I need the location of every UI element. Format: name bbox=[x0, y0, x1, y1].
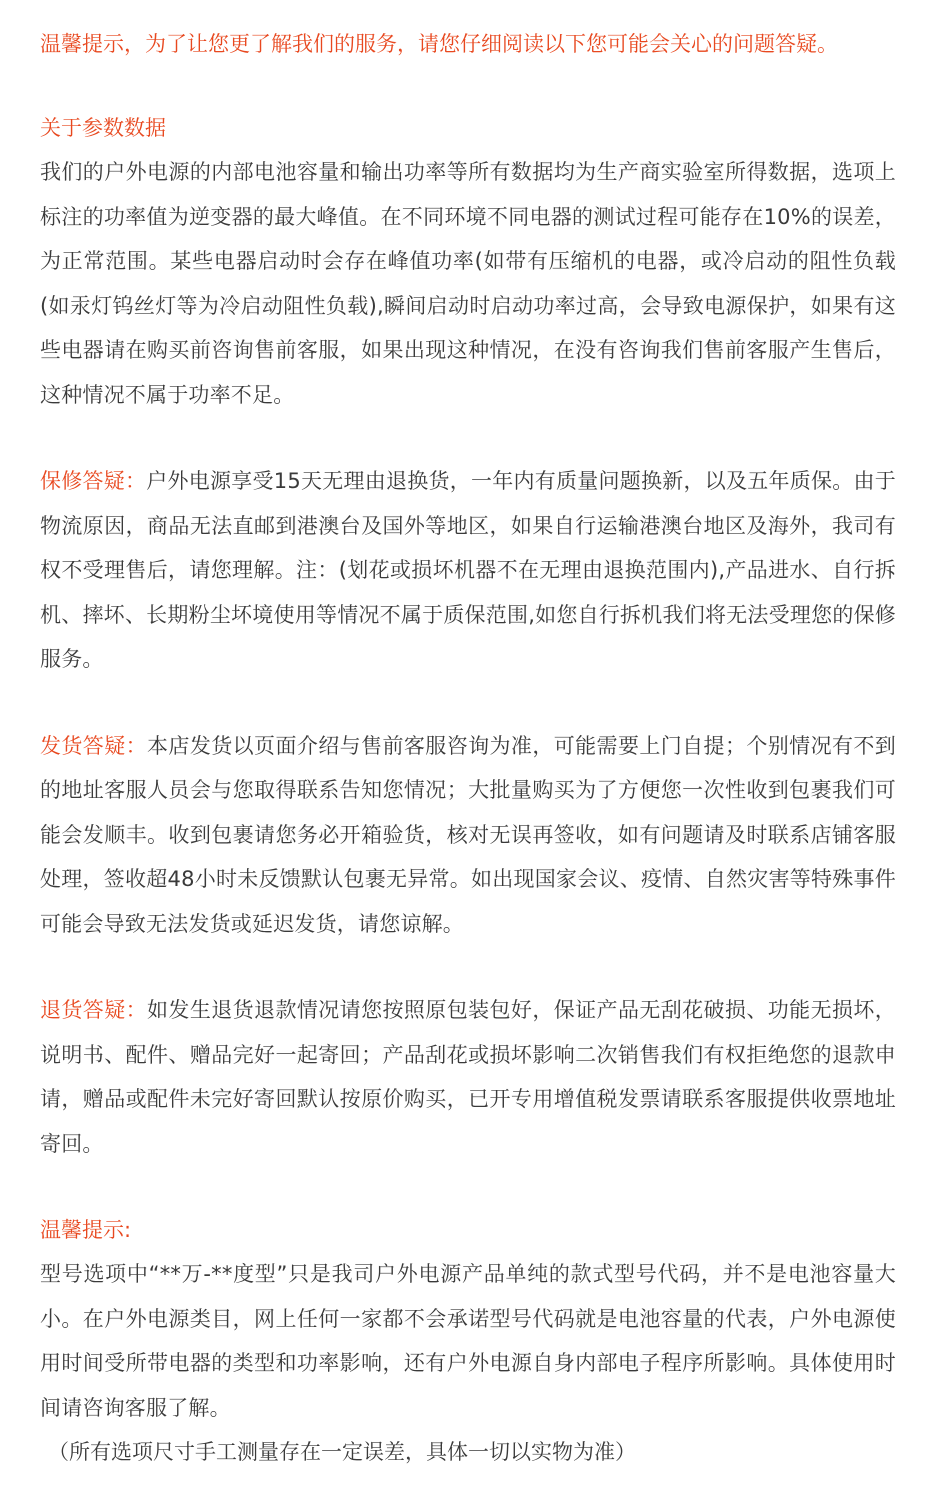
tip-body: 型号选项中“**万-**度型”只是我司户外电源产品单纯的款式型号代码，并不是电池容量大小。在户外电源类目，网上任何一家都不会承诺型号代码就是电池容量的代表，户外电源使用时间受所带电器的类型和功率影响，还有户外电源自身内部电子程序所影响。具体使用时间请咨询客服了解。 bbox=[40, 1262, 896, 1420]
return-paragraph bbox=[40, 988, 896, 1166]
warranty-paragraph bbox=[40, 459, 896, 682]
tip-footnote: （所有选项尺寸手工测量存在一定误差，具体一切以实物为准） bbox=[48, 1440, 636, 1464]
shipping-label: 发货答疑： bbox=[40, 733, 148, 758]
tip-heading: 温馨提示: bbox=[40, 1218, 132, 1242]
section-return bbox=[40, 988, 896, 1166]
return-body: 如发生退货退款情况请您按照原包装包好，保证产品无刮花破损、功能无损坏，说明书、配件、赠品完好一起寄回；产品刮花或损坏影响二次销售我们有权拒绝您的退款申请，赠品或配件未完好寄回默认按原价购买，已开专用增值税发票请联系客服提供收票地址寄回。 bbox=[40, 998, 897, 1156]
section-tip bbox=[40, 1208, 896, 1474]
intro-notice: 温馨提示，为了让您更了解我们的服务，请您仔细阅读以下您可能会关心的问题答疑。 bbox=[40, 32, 838, 56]
warranty-body: 户外电源享受15天无理由退换货，一年内有质量问题换新，以及五年质保。由于物流原因，商品无法直邮到港澳台及国外等地区，如果自行运输港澳台地区及海外，我司有权不受理售后，请您理解。注：(划花或损坏机器不在无理由退换范围内),产品进水、自行拆机、摔坏、长期粉尘坏境使用等情况不属于质保范围,如您自行拆机我们将无法受理您的保修服务。 bbox=[40, 469, 897, 671]
parameters-heading: 关于参数数据 bbox=[40, 116, 166, 140]
warranty-label: 保修答疑： bbox=[40, 469, 147, 493]
shipping-body: 本店发货以页面介绍与售前客服咨询为准，可能需要上门自提；个别情况有不到的地址客服人员会与您取得联系告知您情况；大批量购买为了方便您一次性收到包裹我们可能会发顺丰。收到包裹请您务必开箱验货，核对无误再签收，如有问题请及时联系店铺客服处理，签收超48小时未反馈默认包裹无异常。如出现国家会议、疫情、自然灾害等特殊事件可能会导致无法发货或延迟发货，请您谅解。 bbox=[40, 733, 897, 936]
section-shipping bbox=[40, 724, 896, 947]
parameters-body: 我们的户外电源的内部电池容量和输出功率等所有数据均为生产商实验室所得数据，选项上标注的功率值为逆变器的最大峰值。在不同环境不同电器的测试过程可能存在10%的误差，为正常范围。某些电器启动时会存在峰值功率(如带有压缩机的电器，或冷启动的阻性负载(如汞灯钨丝灯等为冷启动阻性负载),瞬间启动时启动功率过高，会导致电源保护，如果有这些电器请在购买前咨询售前客服，如果出现这种情况，在没有咨询我们售前客服产生售后，这种情况不属于功率不足。 bbox=[40, 160, 896, 407]
section-parameters bbox=[40, 106, 896, 417]
return-label: 退货答疑： bbox=[40, 998, 148, 1022]
shipping-paragraph bbox=[40, 724, 896, 947]
section-warranty bbox=[40, 459, 896, 682]
faq-document bbox=[40, 24, 896, 1474]
